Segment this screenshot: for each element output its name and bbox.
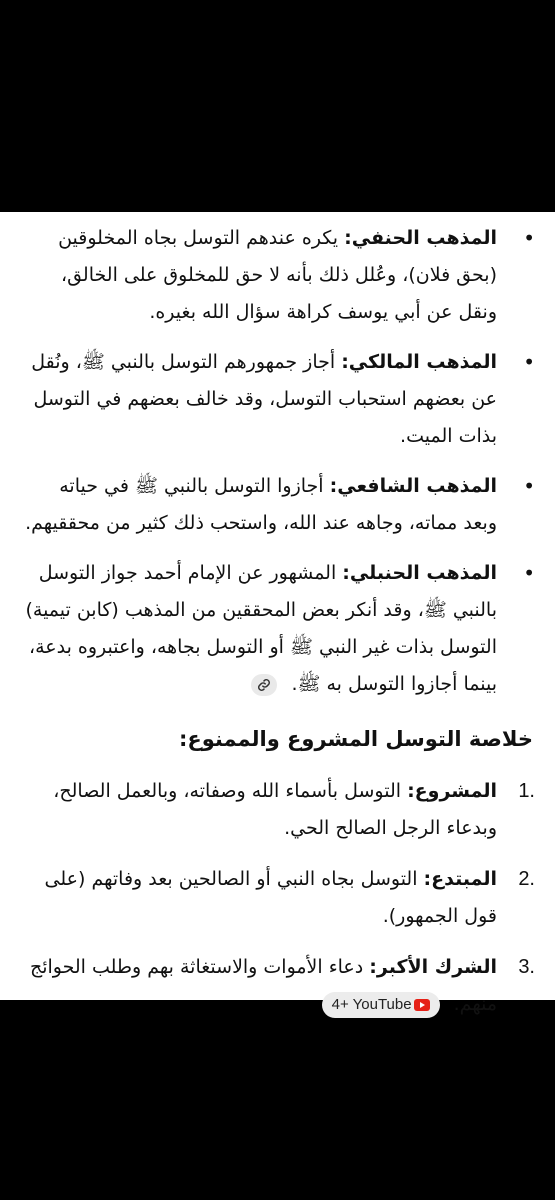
madhhab-text: أجازوا التوسل بالنبي ﷺ في حياته وبعد مماته، وجاهه عند الله، واستحب ذلك كثير من محققيهم. [25, 475, 497, 534]
item-label: المبتدع: [423, 868, 497, 890]
item-label: المشروع: [407, 780, 497, 802]
madhhab-name: المذهب الحنبلي: [342, 562, 497, 584]
madhhab-text: المشهور عن الإمام أحمد جواز التوسل بالنبي ﷺ، وقد أنكر بعض المحققين من المذهب (كابن تيمية) التوسل بذات غير النبي ﷺ أو التوسل بجاهه، واعتبروه بدعة، بينما أجازوا التوسل به ﷺ. [25, 562, 497, 695]
madhahib-list [0, 220, 555, 703]
answer-content [0, 212, 555, 1015]
item-text: التوسل بأسماء الله وصفاته، وبالعمل الصالح، وبدعاء الرجل الصالح الحي. [53, 780, 497, 839]
link-icon[interactable] [251, 674, 277, 696]
item-label: الشرك الأكبر: [369, 956, 497, 978]
list-item [0, 468, 555, 542]
list-item [0, 220, 555, 331]
madhhab-name: المذهب المالكي: [341, 351, 497, 373]
madhhab-text: يكره عندهم التوسل بجاه المخلوقين (بحق فلان)، وعُلل ذلك بأنه لا حق للمخلوق على الخالق، ونقل عن أبي يوسف كراهة سؤال الله بغيره. [58, 227, 497, 323]
summary-list [0, 773, 555, 1023]
item-number: 3. [518, 956, 535, 978]
item-number: 2. [518, 868, 535, 890]
summary-heading: خلاصة التوسل المشروع والممنوع: [178, 727, 533, 751]
list-item [0, 344, 555, 455]
list-item [0, 773, 555, 847]
item-text: دعاء الأموات والاستغاثة بهم وطلب الحوائج منهم. [29, 956, 497, 1015]
youtube-sources-chip[interactable] [322, 992, 440, 1018]
list-item [0, 555, 555, 703]
list-item [0, 861, 555, 935]
madhhab-name: المذهب الشافعي: [329, 475, 497, 497]
madhhab-text: أجاز جمهورهم التوسل بالنبي ﷺ، ونُقل عن بعضهم استحباب التوسل، وقد خالف بعضهم في التوسل بذات الميت. [31, 351, 497, 447]
list-item [0, 949, 555, 1023]
item-text: التوسل بجاه النبي أو الصالحين بعد وفاتهم (على قول الجمهور). [44, 868, 497, 927]
madhhab-name: المذهب الحنفي: [344, 227, 497, 249]
youtube-chip-label: 4+ YouTube [331, 995, 412, 1013]
youtube-icon [414, 999, 430, 1011]
item-number: 1. [518, 780, 535, 802]
